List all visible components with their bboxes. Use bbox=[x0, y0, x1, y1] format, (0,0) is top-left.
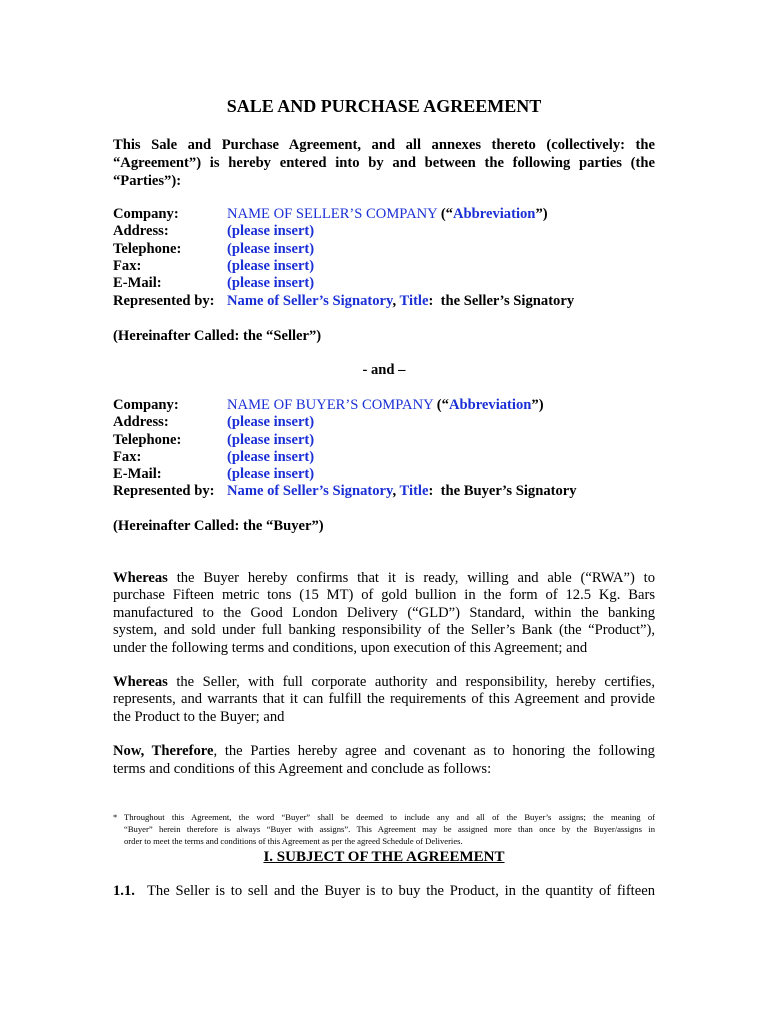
buyer-email-value: (please insert) bbox=[227, 466, 315, 482]
buyer-telephone-value: (please insert) bbox=[227, 432, 315, 448]
buyer-signatory: Name of Seller’s Signatory bbox=[227, 483, 393, 499]
whereas2-lead: Whereas bbox=[113, 674, 168, 690]
buyer-address-value: (please insert) bbox=[227, 414, 315, 430]
buyer-telephone-label: Telephone: bbox=[113, 432, 182, 448]
footnote-line-3: order to meet the terms and conditions of this Agreement as per the agreed Schedule of Deliveries. bbox=[124, 836, 463, 846]
seller-fax-label: Fax: bbox=[113, 258, 142, 274]
seller-telephone-value: (please insert) bbox=[227, 241, 315, 257]
buyer-company-name: NAME OF BUYER’S COMPANY bbox=[227, 397, 434, 413]
footnote-marker: * bbox=[113, 812, 118, 822]
whereas1-line-1: Whereas the Buyer hereby confirms that it is ready, willing and able (“RWA”) to bbox=[113, 570, 655, 586]
whereas2-line-2: represents, and warrants that it can fulfill the requirements of this Agreement and provide bbox=[113, 691, 655, 707]
seller-fax-value: (please insert) bbox=[227, 258, 315, 274]
buyer-represented-value: Name of Seller’s Signatory, Title: the Buyer’s Signatory bbox=[227, 483, 577, 499]
buyer-title-label: Title bbox=[399, 483, 429, 499]
buyer-hereinafter: (Hereinafter Called: the “Buyer”) bbox=[113, 518, 324, 534]
buyer-abbreviation: Abbreviation bbox=[448, 397, 532, 413]
whereas1-line-4: system, and sold under full banking responsibility of the Seller’s Bank (the “Product”), bbox=[113, 622, 655, 638]
buyer-email-label: E-Mail: bbox=[113, 466, 162, 482]
buyer-fax-label: Fax: bbox=[113, 449, 142, 465]
buyer-represented-label: Represented by: bbox=[113, 483, 215, 499]
seller-email-value: (please insert) bbox=[227, 275, 315, 291]
whereas1-line-2: purchase Fifteen metric tons (15 MT) of gold bullion in the form of 12.5 Kg. Bars bbox=[113, 587, 655, 603]
seller-signatory-title: the Seller’s Signatory bbox=[440, 293, 575, 309]
seller-address-label: Address: bbox=[113, 223, 169, 239]
buyer-company-label: Company: bbox=[113, 397, 179, 413]
whereas2-line-3: the Product to the Buyer; and bbox=[113, 709, 285, 725]
intro-line-2: “Agreement”) is hereby entered into by and between the following parties (the bbox=[113, 155, 655, 171]
seller-company-value: NAME OF SELLER’S COMPANY (“Abbreviation”) bbox=[227, 206, 548, 222]
buyer-address-label: Address: bbox=[113, 414, 169, 430]
buyer-signatory-title: the Buyer’s Signatory bbox=[440, 483, 577, 499]
whereas2-line-1: Whereas the Seller, with full corporate authority and responsibility, hereby certifies, bbox=[113, 674, 655, 690]
seller-title-label: Title bbox=[399, 293, 429, 309]
seller-abbreviation: Abbreviation bbox=[452, 206, 536, 222]
therefore-line-1: Now, Therefore, the Parties hereby agree and covenant as to honoring the following bbox=[113, 743, 655, 759]
intro-line-3: “Parties”): bbox=[113, 173, 182, 189]
buyer-company-value: NAME OF BUYER’S COMPANY (“Abbreviation”) bbox=[227, 397, 544, 413]
therefore-line-2: terms and conditions of this Agreement and conclude as follows: bbox=[113, 761, 492, 777]
intro-line-1: This Sale and Purchase Agreement, and all annexes thereto (collectively: the bbox=[113, 137, 655, 153]
therefore-lead: Now, Therefore bbox=[113, 743, 214, 759]
seller-company-label: Company: bbox=[113, 206, 179, 222]
seller-address-value: (please insert) bbox=[227, 223, 315, 239]
seller-represented-label: Represented by: bbox=[113, 293, 215, 309]
footnote-line-2: “Buyer” herein therefore is always “Buyer with assigns”. This Agreement may be assigned more than once by the Buyer/assigns in bbox=[124, 824, 655, 834]
section-heading: I. SUBJECT OF THE AGREEMENT bbox=[263, 849, 505, 865]
footnote-line-1: Throughout this Agreement, the word “Buyer” shall be deemed to include any and all of the Buyer’s assigns; the meaning of bbox=[124, 812, 655, 822]
seller-telephone-label: Telephone: bbox=[113, 241, 182, 257]
document-title: SALE AND PURCHASE AGREEMENT bbox=[226, 96, 542, 116]
and-separator: - and – bbox=[362, 362, 406, 378]
whereas1-line-5: under the following terms and conditions, upon execution of this Agreement; and bbox=[113, 640, 588, 656]
whereas1-line-3: manufactured to the Good London Delivery (“GLD”) Standard, within the banking bbox=[113, 605, 655, 621]
buyer-fax-value: (please insert) bbox=[227, 449, 315, 465]
whereas1-lead: Whereas bbox=[113, 570, 168, 586]
seller-company-name: NAME OF SELLER’S COMPANY bbox=[227, 206, 438, 222]
seller-email-label: E-Mail: bbox=[113, 275, 162, 291]
clause-text: The Seller is to sell and the Buyer is to buy the Product, in the quantity of fifteen bbox=[147, 883, 655, 899]
seller-hereinafter: (Hereinafter Called: the “Seller”) bbox=[113, 328, 322, 344]
clause-number: 1.1. bbox=[113, 883, 135, 899]
seller-represented-value: Name of Seller’s Signatory, Title: the Seller’s Signatory bbox=[227, 293, 575, 309]
seller-signatory: Name of Seller’s Signatory bbox=[227, 293, 393, 309]
